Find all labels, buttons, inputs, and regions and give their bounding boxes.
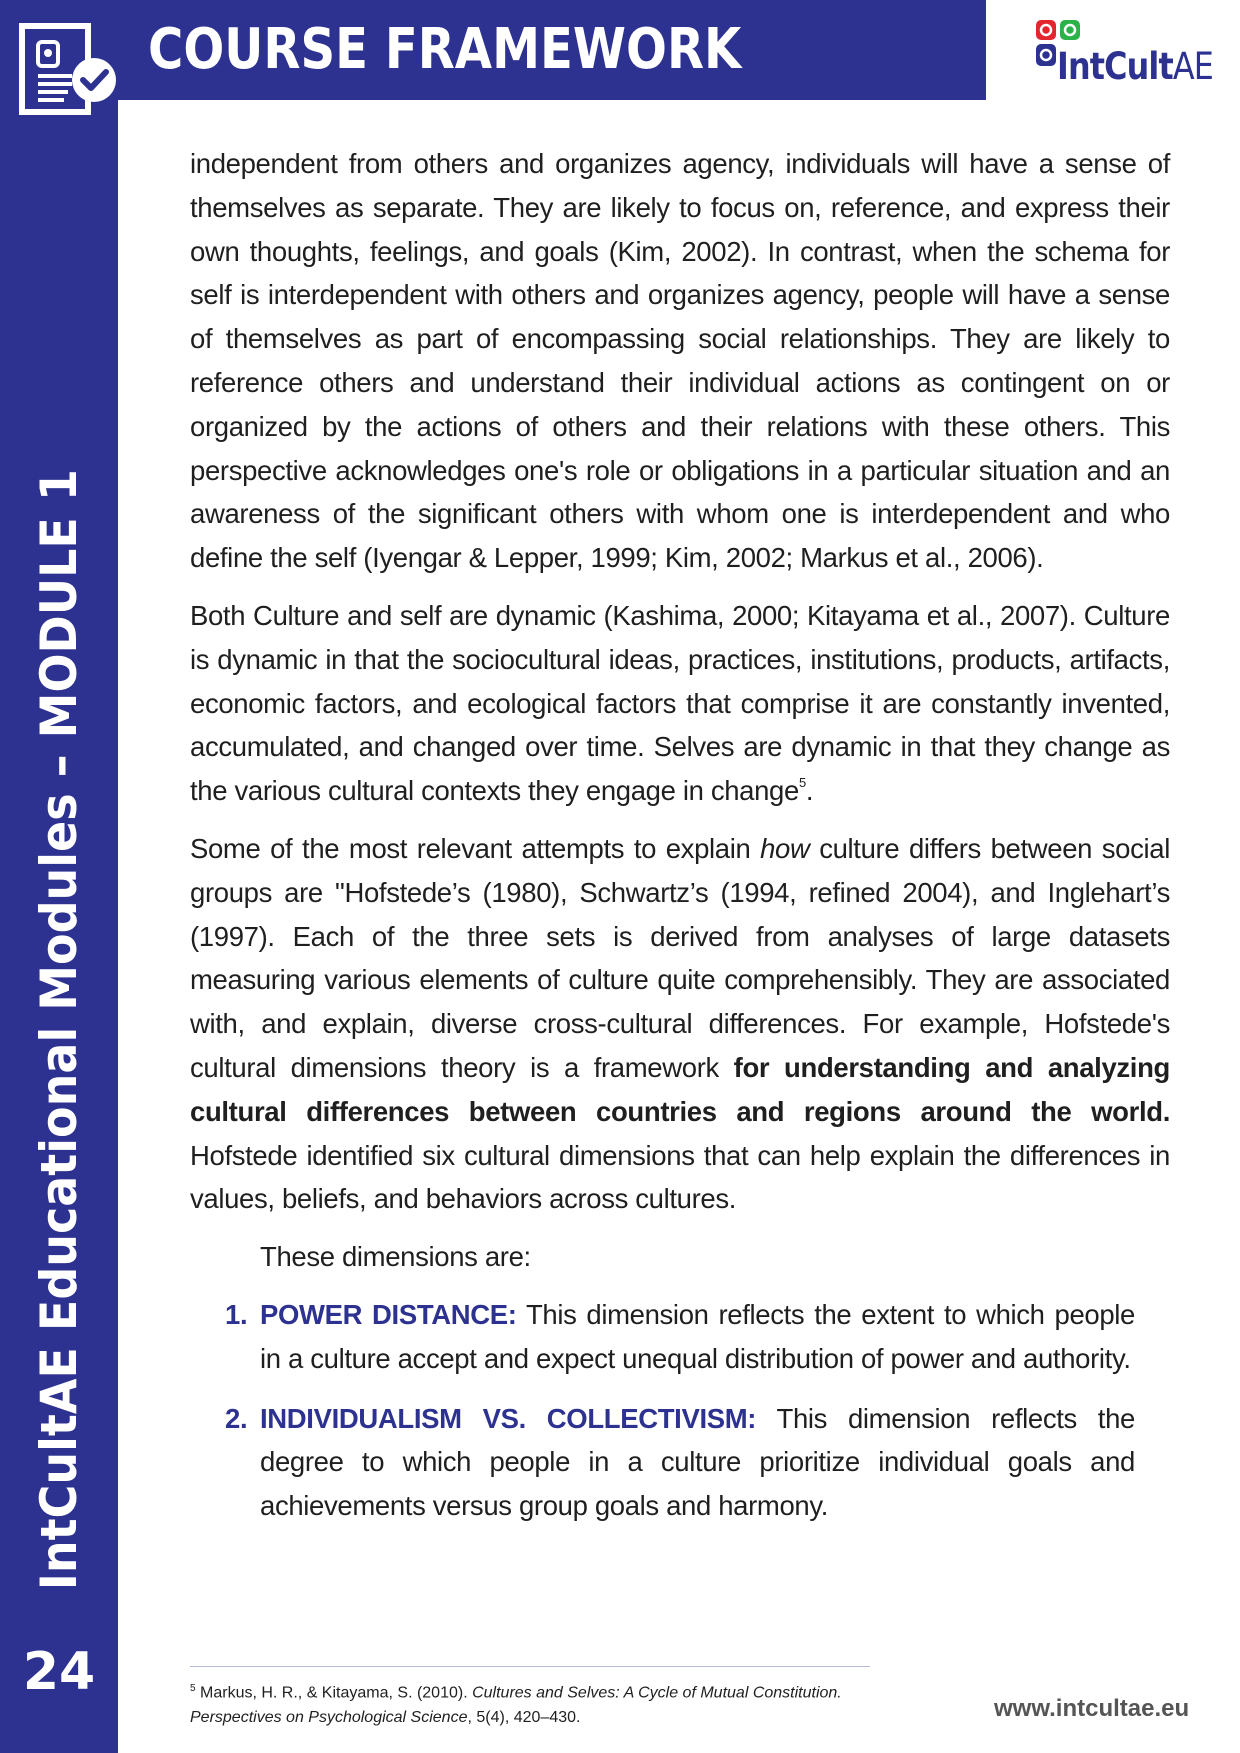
paragraph-2: Both Culture and self are dynamic (Kashima, 2000; Kitayama et al., 2007). Culture is dynamic in that the sociocultural ideas, practices, institutions, products, artifacts, economic factors, and ecological factors that comprise it are constantly invented, accumulated, and changed over time. Selves are dynamic in that they change as the various cultural contexts they engage in change$^5$. — [190, 599, 1170, 807]
footnote-reference: 5 — [798, 775, 806, 791]
paragraph-1: independent from others and organizes agency, individuals will have a sense of themselves as separate. They are likely to focus on, reference, and express their own thoughts, feelings, and goals (Kim, 2002). In contrast, when the schema for self is interdependent with others and organizes agency, people will have a sense of themselves as part of encompassing social relationships. They are likely to reference others and understand their individual actions as contingent on or organized by the actions of others and their relations with these others. This perspective acknowledges one's role or obligations in a particular situation and an awareness of the significant others with whom one is interdependent and who define the self (Iyengar & Lepper, 1999; Kim, 2002; Markus et al., 2006). — [190, 148, 1170, 574]
list-item: 2. INDIVIDUALISM VS. COLLECTIVISM: This dimension reflects the degree to which people in a culture prioritize individual goals and achievements versus group goals and harmony. — [225, 1402, 1135, 1522]
list-item: 1. POWER DISTANCE: This dimension reflects the extent to which people in a culture accept and expect unequal distribution of power and authority. — [225, 1298, 1135, 1374]
footnote-divider — [190, 1666, 870, 1667]
page-header-title: COURSE FRAMEWORK — [148, 17, 742, 82]
logo-wordmark: IntCultAE — [1057, 45, 1213, 88]
footnote: $^5$ Markus, H. R., & Kitayama, S. (2010). Cultures and Selves: A Cycle of Mutual Constitution. Perspectives on Psychological Science, 5(4), 420–430. — [190, 1683, 842, 1727]
main-content — [190, 142, 1170, 1544]
dimensions-intro: These dimensions are: — [260, 1241, 531, 1273]
page-number: 24 — [22, 1642, 96, 1702]
document-check-icon — [18, 22, 118, 130]
website-url[interactable]: www.intcultae.eu — [994, 1695, 1190, 1722]
dimensions-list — [190, 1293, 1135, 1528]
paragraph-3: Some of the most relevant attempts to explain how culture differs between social groups are "Hofstede’s (1980), Schwartz’s (1994, refined 2004), and Inglehart’s (1997). Each of the three sets is derived from analyses of large datasets measuring various elements of culture quite comprehensibly. They are associated with, and explain, diverse cross-cultural differences. For example, Hofstede's cultural dimensions theory is a framework for understanding and analyzing cultural differences between countries and regions around the world. Hofstede identified six cultural dimensions that can help explain the differences in values, beliefs, and behaviors across cultures. — [190, 832, 1170, 1215]
sidebar-vertical-title: IntCultAE Educational Modules – MODULE 1 — [30, 469, 88, 1591]
